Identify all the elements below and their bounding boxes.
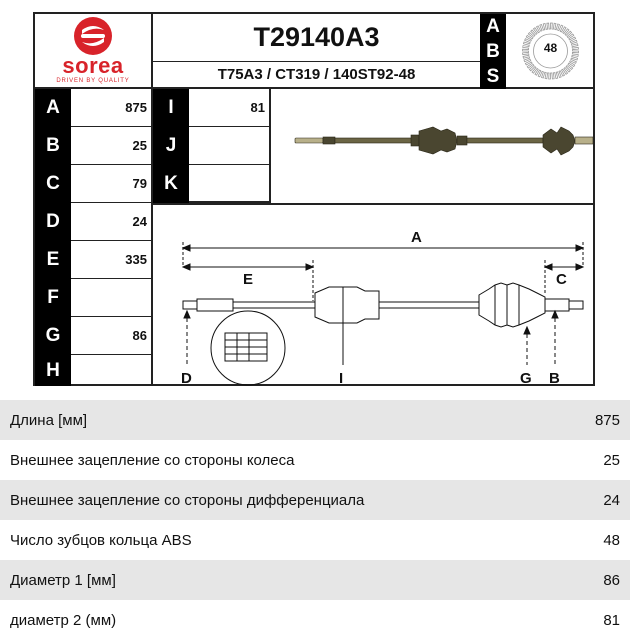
spec-value: 81 [603,611,620,629]
spec-row-abs-teeth [0,520,630,560]
spec-value: 875 [594,411,620,429]
brand-emblem-icon [35,16,151,56]
technical-diagram [153,203,595,386]
dim-value-b: 25 [71,127,153,165]
spec-row-length [0,400,630,440]
cross-references: T75A3 / CT319 / 140ST92-48 [153,62,480,89]
abs-letter-b: B [486,40,500,62]
part-number: T29140A3 [153,14,480,62]
spec-label: Длина [мм] [10,411,88,429]
spec-label: диаметр 2 (мм) [10,611,117,629]
brand-tagline: DRIVEN BY QUALITY [56,78,130,84]
dim-value-i: 81 [189,89,271,127]
dim-value-h [71,355,153,386]
dim-value-c: 79 [71,165,153,203]
dim-letter-h: H [35,355,71,386]
dim-letter-b: B [35,127,71,165]
spec-label: Внешнее зацепление со стороны колеса [10,451,295,469]
spec-row-diameter-1 [0,560,630,600]
dim-letter-d: D [35,203,71,241]
label-d: D [181,370,192,387]
product-card [33,12,595,386]
product-photo [271,89,595,203]
abs-label [480,14,506,89]
dim-letter-g: G [35,317,71,355]
dim-letter-f: F [35,279,71,317]
brand-name: sorea [62,53,124,78]
spec-label: Число зубцов кольца ABS [10,531,192,549]
label-e: E [243,271,254,288]
dim-value-a: 875 [71,89,153,127]
dim-letter-c: C [35,165,71,203]
dim-letter-j: J [153,127,189,165]
spec-label: Диаметр 1 [мм] [10,571,116,589]
abs-ring [506,14,595,89]
spec-value: 24 [603,491,620,509]
spec-row-diameter-2 [0,600,630,640]
abs-letter-a: A [486,15,500,37]
dim-letter-a: A [35,89,71,127]
dim-value-d: 24 [71,203,153,241]
dim-value-j [189,127,271,165]
abs-teeth-count: 48 [543,41,558,55]
spec-value: 25 [603,451,620,469]
dim-value-g: 86 [71,317,153,355]
spec-row-wheel-spline [0,440,630,480]
dim-value-f [71,279,153,317]
label-c: C [556,271,567,288]
spec-row-diff-spline [0,480,630,520]
brand-logo [35,14,153,89]
spec-value: 48 [603,531,620,549]
dim-value-e: 335 [71,241,153,279]
label-a: A [411,229,422,246]
dim-letter-i: I [153,89,189,127]
abs-letter-s: S [486,65,500,87]
label-b: B [549,370,560,387]
spec-label: Внешнее зацепление со стороны дифференциала [10,491,365,509]
label-g: G [520,370,532,387]
dim-letter-k: K [153,165,189,203]
spec-value: 86 [603,571,620,589]
dim-value-k [189,165,271,203]
dim-letter-e: E [35,241,71,279]
label-i: I [339,370,344,387]
